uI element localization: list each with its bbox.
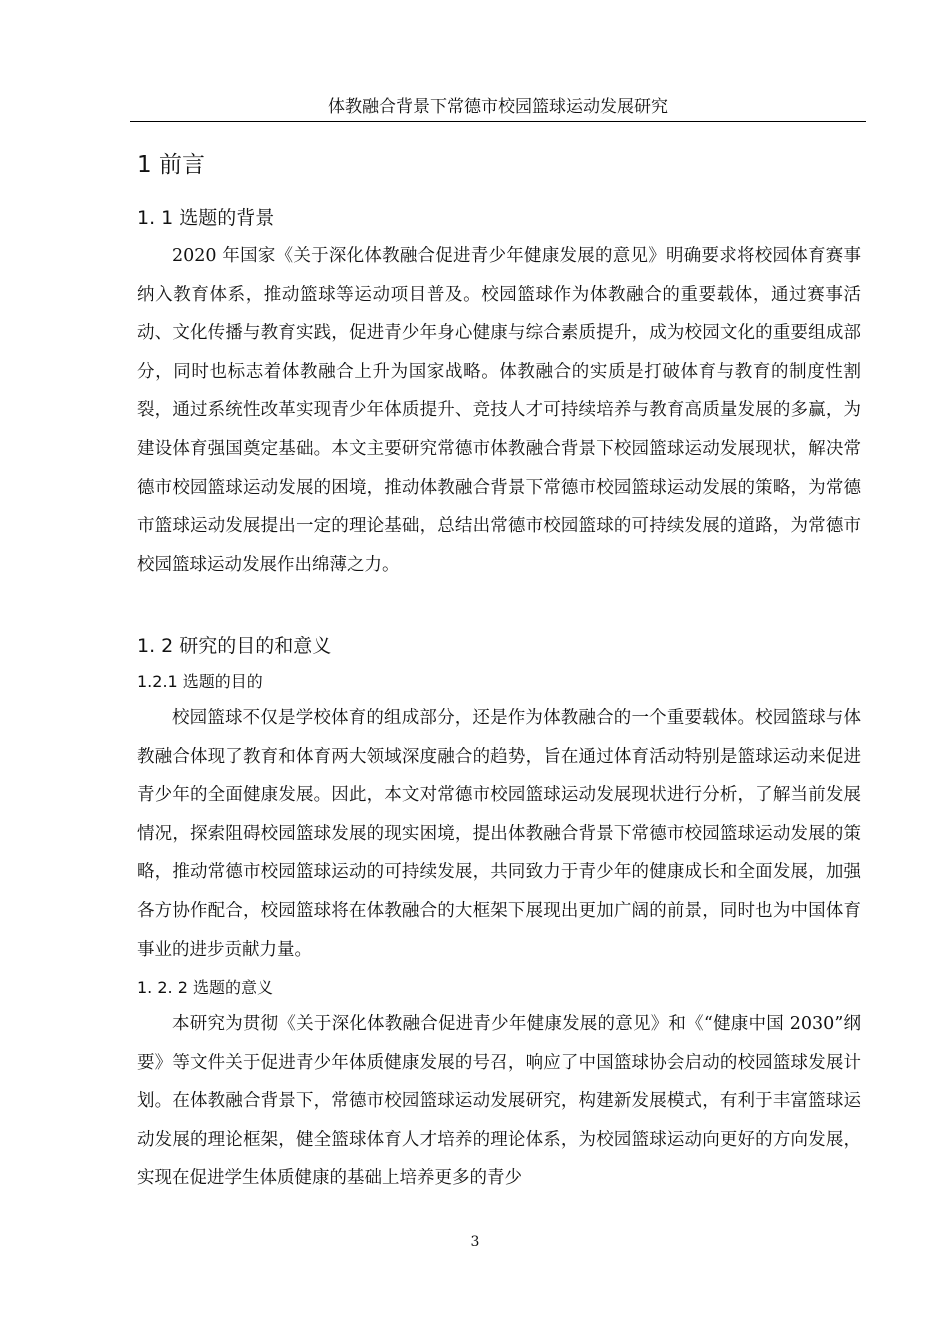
page-number: 3	[470, 1234, 480, 1250]
section-title-background: 1. 1 选题的背景	[137, 207, 275, 229]
header-rule	[130, 121, 866, 122]
paragraph-background: 2020 年国家《关于深化体教融合促进青少年健康发展的意见》明确要求将校园体育赛事纳入教育体系，推动篮球等运动项目普及。校园篮球作为体教融合的重要载体，通过赛事活动、文化传播与教育实践，促进青少年身心健康与综合素质提升，成为校园文化的重要组成部分，同时也标志着体教融合上升为国家战略。体教融合的实质是打破体育与教育的制度性割裂，通过系统性改革实现青少年体质提升、竞技人才可持续培养与教育高质量发展的多赢，为建设体育强国奠定基础。本文主要研究常德市体教融合背景下校园篮球运动发展现状，解决常德市校园篮球运动发展的困境，推动体教融合背景下常德市校园篮球运动发展的策略，为常德市篮球运动发展提出一定的理论基础，总结出常德市校园篮球的可持续发展的道路，为常德市校园篮球运动发展作出绵薄之力。	[137, 246, 861, 575]
chapter-title: 1 前言	[137, 152, 205, 178]
paragraph-purpose: 校园篮球不仅是学校体育的组成部分，还是作为体教融合的一个重要载体。校园篮球与体教融合体现了教育和体育两大领域深度融合的趋势，旨在通过体育活动特别是篮球运动来促进青少年的全面健康发展。因此，本文对常德市校园篮球运动发展现状进行分析，了解当前发展情况，探索阻碍校园篮球发展的现实困境，提出体教融合背景下常德市校园篮球运动发展的策略，推动常德市校园篮球运动的可持续发展，共同致力于青少年的健康成长和全面发展，加强各方协作配合，校园篮球将在体教融合的大框架下展现出更加广阔的前景，同时也为中国体育事业的进步贡献力量。	[137, 708, 861, 960]
paragraph-significance: 本研究为贯彻《关于深化体教融合促进青少年健康发展的意见》和《“健康中国 2030”纲要》等文件关于促进青少年体质健康发展的号召，响应了中国篮球协会启动的校园篮球发展计划。在体教融合背景下，常德市校园篮球运动发展研究，构建新发展模式，有利于丰富篮球运动发展的理论框架，健全篮球体育人才培养的理论体系，为校园篮球运动向更好的方向发展，实现在促进学生体质健康的基础上培养更多的青少	[137, 1014, 861, 1189]
subsection-title-purpose: 1.2.1 选题的目的	[137, 672, 263, 691]
section-title-purpose-significance: 1. 2 研究的目的和意义	[137, 635, 332, 657]
subsection-title-significance: 1. 2. 2 选题的意义	[137, 978, 273, 997]
running-header: 体教融合背景下常德市校园篮球运动发展研究	[328, 97, 668, 117]
